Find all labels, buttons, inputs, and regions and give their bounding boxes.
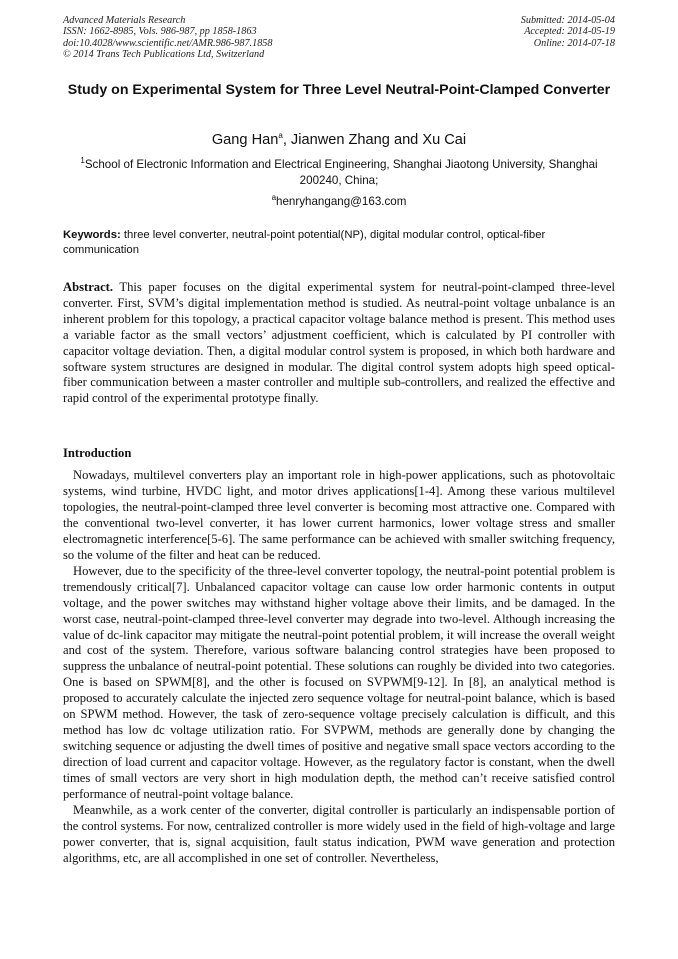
affiliation-text: School of Electronic Information and Electrical Engineering, Shanghai Jiaotong University, Shanghai 200240, China; <box>84 158 598 187</box>
submitted-date: Submitted: 2014-05-04 <box>520 15 615 26</box>
introduction-body <box>63 468 615 867</box>
keywords-text: three level converter, neutral-point potential(NP), digital modular control, optical-fiber communication <box>63 229 546 257</box>
author-first: Gang Han <box>211 132 279 148</box>
author-rest: , Jianwen Zhang and Xu Cai <box>282 132 467 148</box>
issn-line: ISSN: 1662-8985, Vols. 986-987, pp 1858-1863 <box>63 26 257 38</box>
email-text: henryhangang@163.com <box>276 195 407 208</box>
author-first-sup: a <box>278 131 283 141</box>
email-sup: a <box>271 193 277 203</box>
keywords-label: Keywords: <box>63 229 121 241</box>
copyright-line: © 2014 Trans Tech Publications Ltd, Switzerland <box>63 49 265 61</box>
affiliation-sup: 1 <box>80 156 85 166</box>
accepted-date: Accepted: 2014-05-19 <box>524 26 615 38</box>
author-list <box>63 132 615 148</box>
keywords <box>63 228 615 258</box>
abstract-label: Abstract. <box>63 280 114 294</box>
paragraph: Nowadays, multilevel converters play an important role in high-power applications, such as photovoltaic systems, wind turbine, HVDC light, and motor drives applications[1-4]. Among these various multilevel topologies, the neutral-point-clamped three level converter is becoming most attractive one. Compared with the conventional two-level converter, it has lower current harmonics, lower voltage stress and smaller electromagnetic interference[5-6]. The same performance can be achieved with smaller switching frequency, so the volume of the filter and heat can be reduced. <box>63 468 615 562</box>
abstract-text: This paper focuses on the digital experimental system for neutral-point-clamped three-level converter. First, SVM’s digital implementation method is studied. As neutral-point voltage unbalance is an inherent problem for this topology, a practical capacitor voltage balance method is present. This method uses a variable factor as the small vectors’ adjustment coefficient, which is calculated by PI controller with capacitor voltage deviation. Then, a digital modular control system is proposed, in which both hardware and software system structures are designed in modular. The digital control system adopts high speed optical-fiber communication between a master controller and multiple sub-controllers, and realized the effective and rapid control of the experimental prototype finally. <box>63 280 615 406</box>
submission-dates <box>395 15 615 49</box>
paragraph: Meanwhile, as a work center of the converter, digital controller is particularly an indispensable portion of the control systems. For now, centralized controller is more widely used in the field of high-voltage and large power converter, that is, signal acquisition, fault status indication, PWM wave generation and protection algorithms, etc, are all accomplished in one set of controller. Nevertheless, <box>63 803 615 865</box>
doi-line: doi:10.4028/www.scientific.net/AMR.986-987.1858 <box>63 37 273 49</box>
affiliation <box>63 157 615 188</box>
abstract <box>63 280 615 407</box>
journal-info <box>63 15 423 61</box>
section-heading-introduction: Introduction <box>63 446 132 460</box>
journal-name: Advanced Materials Research <box>63 15 186 26</box>
paper-title: Study on Experimental System for Three Level Neutral-Point-Clamped Converter <box>67 82 611 98</box>
paragraph: However, due to the specificity of the three-level converter topology, the neutral-point potential problem is tremendously critical[7]. Unbalanced capacitor voltage can cause low order harmonic contents in output voltage, and the power switches may withstand higher voltage above their limits, and be damaged. In the worst case, neutral-point-clamped three-level converter may degrade into two-level. Although increasing the value of dc-link capacitor may mitigate the neutral-point potential problem, it will increase the overall weight and cost of the system. Therefore, various software balancing control strategies have been proposed to suppress the unbalance of neutral-point potential. These solutions can roughly be divided into two categories. One is based on SPWM[8], and the other is focused on SVPWM[9-12]. In [8], an analytical method is proposed to accurately calculate the injected zero sequence voltage for neutral-point balance, which is based on SPWM method. However, the task of zero-sequence voltage precisely calculation is difficult, and this method has low dc voltage utilization ratio. For SVPWM, methods are generally done by changing the switching sequence or adjusting the dwell times of positive and negative small space vectors according to the direction of load current and capacitor voltage. However, as the regulatory factor is constant, when the dwell times of small vectors are very short in high modulation depth, the method can’t receive satisfied control performance of neutral-point voltage balance. <box>63 563 615 802</box>
author-email <box>63 195 615 208</box>
online-date: Online: 2014-07-18 <box>533 37 615 49</box>
